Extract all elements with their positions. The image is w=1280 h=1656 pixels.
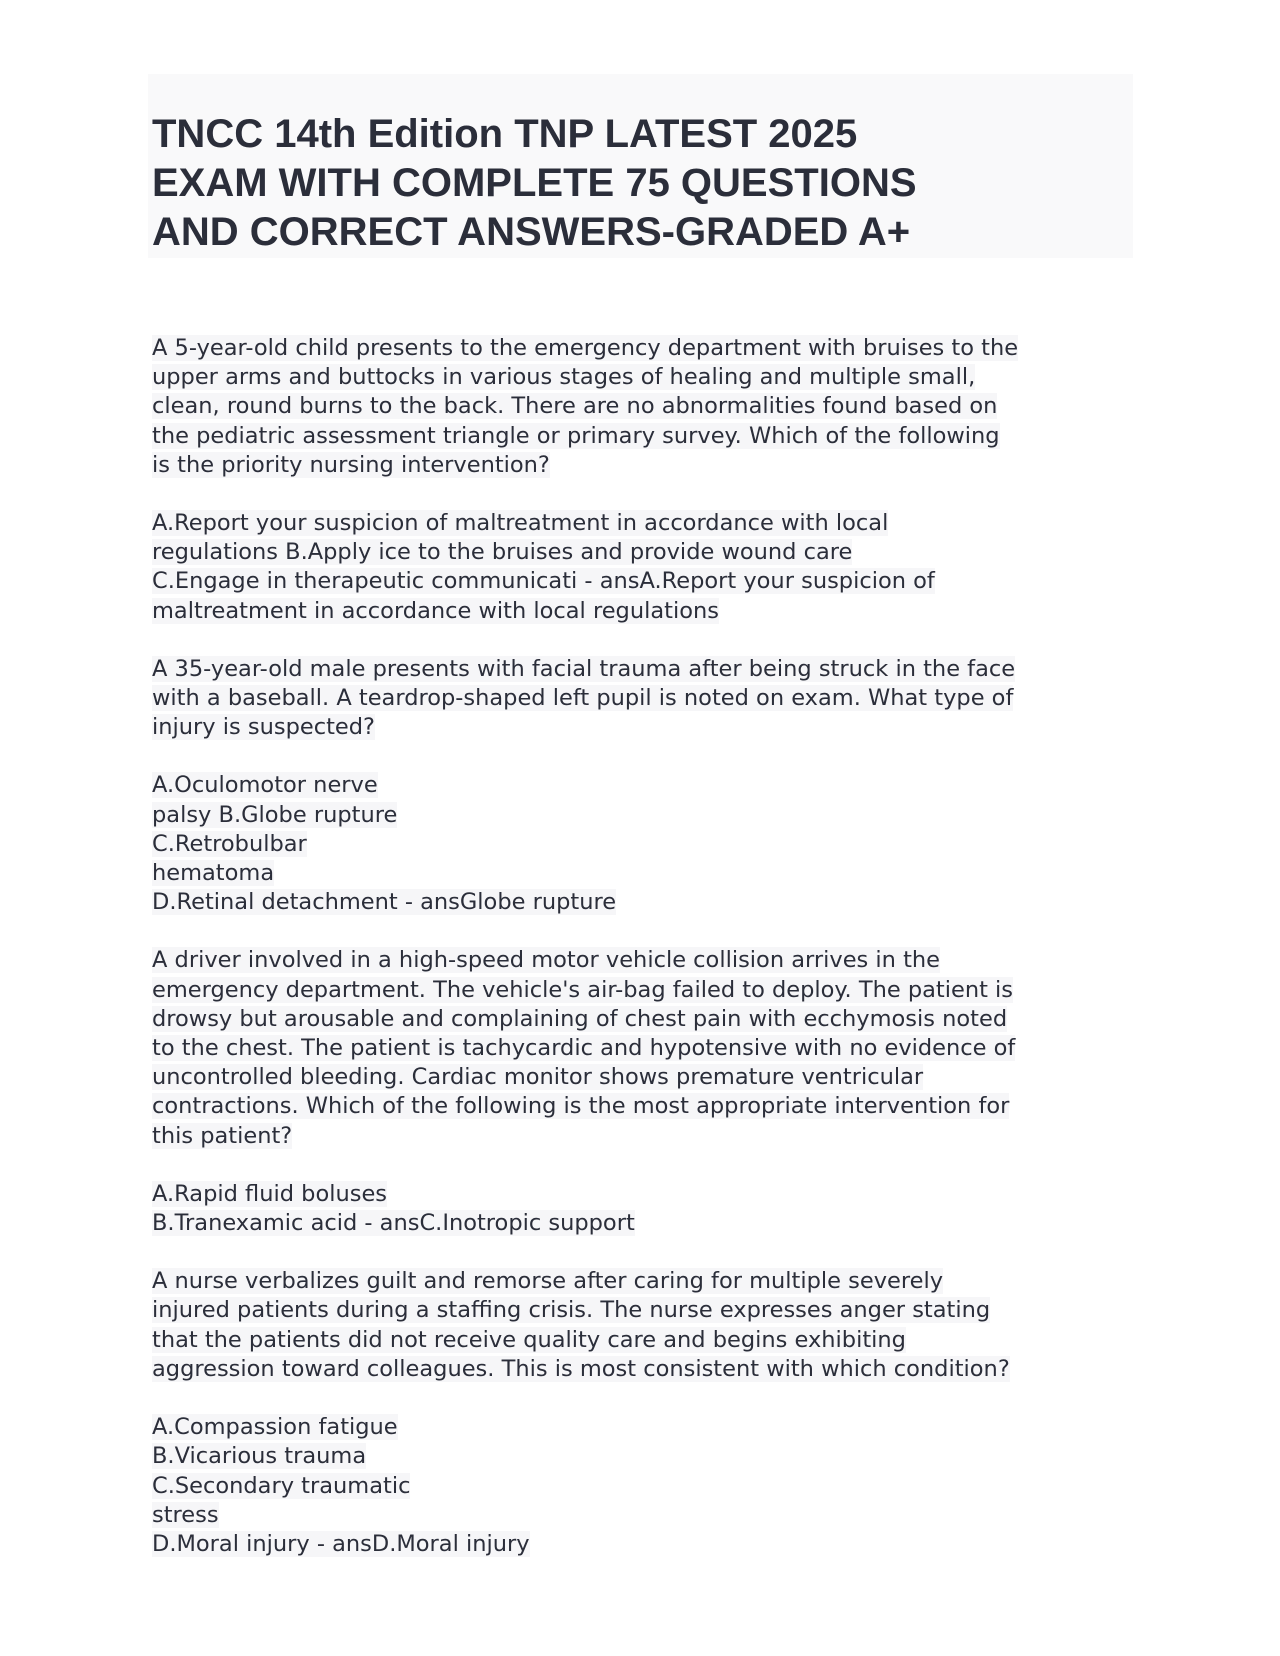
line-text: injured patients during a staffing crisis. The nurse expresses anger stating: [152, 1297, 991, 1324]
line-text: A.Oculomotor nerve: [152, 772, 378, 799]
line-text: A 35-year-old male presents with facial trauma after being struck in the face: [152, 655, 1016, 682]
text-line: [152, 655, 1132, 684]
line-text: D.Retinal detachment - ansGlobe rupture: [152, 889, 617, 916]
line-text: A.Compassion fatigue: [152, 1414, 398, 1441]
text-line: [152, 567, 1132, 596]
line-text: regulations B.Apply ice to the bruises and provide wound care: [152, 539, 853, 566]
text-line: [152, 392, 1132, 421]
text-line: [152, 509, 1132, 538]
line-text: C.Retrobulbar: [152, 830, 307, 857]
line-text: contractions. Which of the following is the most appropriate intervention for: [152, 1093, 1010, 1120]
title-line: TNCC 14th Edition TNP LATEST 2025: [152, 112, 858, 156]
text-line: [152, 1122, 1132, 1151]
question-text: [152, 334, 1132, 480]
line-text: B.Tranexamic acid - ansC.Inotropic support: [152, 1210, 635, 1237]
line-text: uncontrolled bleeding. Cardiac monitor shows premature ventricular: [152, 1064, 924, 1091]
line-text: A nurse verbalizes guilt and remorse after caring for multiple severely: [152, 1268, 944, 1295]
line-text: the pediatric assessment triangle or primary survey. Which of the following: [152, 422, 1000, 449]
text-line: [152, 713, 1132, 742]
line-text: injury is suspected?: [152, 714, 375, 741]
text-line: [152, 451, 1132, 480]
document-title: [148, 74, 1133, 258]
text-line: [152, 1005, 1132, 1034]
line-text: C.Secondary traumatic: [152, 1472, 411, 1499]
text-line: [152, 1472, 1132, 1501]
line-text: this patient?: [152, 1122, 293, 1149]
question-text: [152, 655, 1132, 743]
question-text: [152, 1267, 1132, 1384]
text-line: [152, 830, 1132, 859]
text-line: [152, 859, 1132, 888]
line-text: with a baseball. A teardrop-shaped left pupil is noted on exam. What type of: [152, 685, 1014, 712]
text-line: [152, 1209, 1132, 1238]
line-text: palsy B.Globe rupture: [152, 801, 398, 828]
line-text: A.Rapid fluid boluses: [152, 1180, 388, 1207]
answer-options: [152, 771, 1132, 917]
line-text: A 5-year-old child presents to the emergency department with bruises to the: [152, 335, 1019, 361]
text-line: [152, 597, 1132, 626]
title-line: EXAM WITH COMPLETE 75 QUESTIONS: [152, 161, 917, 205]
line-text: is the priority nursing intervention?: [152, 451, 550, 478]
line-text: D.Moral injury - ansD.Moral injury: [152, 1530, 530, 1557]
answer-options: [152, 1413, 1132, 1559]
line-text: stress: [152, 1501, 219, 1528]
text-line: [152, 1501, 1132, 1530]
text-line: [152, 422, 1132, 451]
line-text: A.Report your suspicion of maltreatment in accordance with local: [152, 510, 889, 537]
text-line: [152, 1180, 1132, 1209]
text-line: [152, 1530, 1132, 1559]
line-text: aggression toward colleagues. This is most consistent with which condition?: [152, 1355, 1010, 1382]
answer-options: [152, 1180, 1132, 1238]
text-line: [152, 1034, 1132, 1063]
text-line: [152, 334, 1132, 363]
text-line: [152, 538, 1132, 567]
text-line: [152, 1296, 1132, 1325]
line-text: drowsy but arousable and complaining of chest pain with ecchymosis noted: [152, 1005, 1008, 1032]
text-line: [152, 363, 1132, 392]
title-line: AND CORRECT ANSWERS-GRADED A+: [152, 210, 911, 254]
document-body: [152, 334, 1132, 1588]
line-text: clean, round burns to the back. There are no abnormalities found based on: [152, 393, 998, 420]
line-text: hematoma: [152, 860, 275, 887]
text-line: [152, 1326, 1132, 1355]
line-text: C.Engage in therapeutic communicati - ansA.Report your suspicion of: [152, 568, 935, 595]
text-line: [152, 684, 1132, 713]
line-text: B.Vicarious trauma: [152, 1443, 367, 1470]
question-text: [152, 946, 1132, 1150]
text-line: [152, 1413, 1132, 1442]
text-line: [152, 888, 1132, 917]
line-text: upper arms and buttocks in various stages of healing and multiple small,: [152, 364, 976, 391]
line-text: A driver involved in a high-speed motor vehicle collision arrives in the: [152, 947, 940, 974]
line-text: that the patients did not receive quality care and begins exhibiting: [152, 1326, 906, 1353]
text-line: [152, 1092, 1132, 1121]
line-text: to the chest. The patient is tachycardic and hypotensive with no evidence of: [152, 1035, 1016, 1062]
line-text: maltreatment in accordance with local regulations: [152, 597, 719, 624]
text-line: [152, 1267, 1132, 1296]
text-line: [152, 801, 1132, 830]
text-line: [152, 976, 1132, 1005]
text-line: [152, 1442, 1132, 1471]
answer-options: [152, 509, 1132, 626]
text-line: [152, 946, 1132, 975]
text-line: [152, 771, 1132, 800]
line-text: emergency department. The vehicle's air-bag failed to deploy. The patient is: [152, 976, 1014, 1003]
text-line: [152, 1355, 1132, 1384]
text-line: [152, 1063, 1132, 1092]
